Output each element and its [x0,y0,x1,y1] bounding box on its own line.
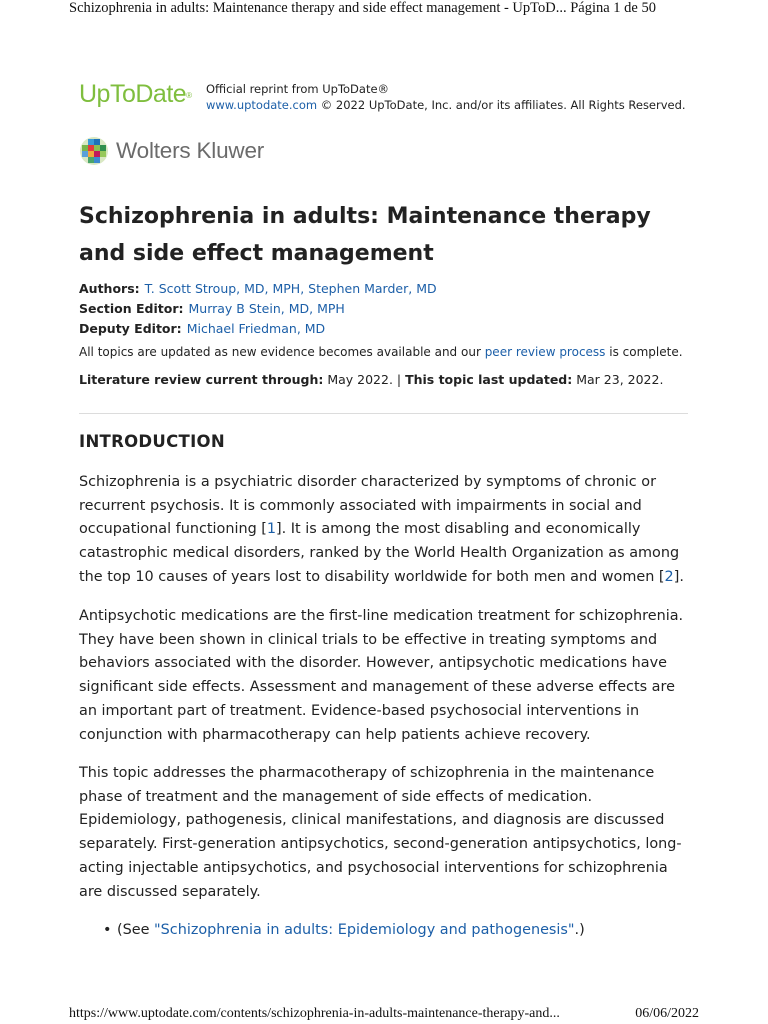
uptodate-site-link[interactable]: www.uptodate.com [206,98,318,112]
intro-paragraph-3: This topic addresses the pharmacotherapy of schizophrenia in the maintenance phase of treatment and the management of side effects of medication. Epidemiology, pathogenesis, clinical manifestations, and diagnosis are discussed separately. First-generation antipsychotics, second-generation antipsychotics, long-acting injectable antipsychotics, and psychosocial interventions for schizophrenia are discussed separately. [79,765,682,900]
section-editor-row [79,299,437,319]
epidemiology-topic-link[interactable]: "Schizophrenia in adults: Epidemiology and pathogenesis" [154,922,575,938]
article-title: Schizophrenia in adults: Maintenance therapy and side effect management [79,204,651,266]
update-notice: All topics are updated as new evidence becomes available and our peer review process is complete. [79,345,683,359]
deputy-editor-label: Deputy Editor: [79,321,182,336]
footer-url: https://www.uptodate.com/contents/schizophrenia-in-adults-maintenance-therapy-and... [69,1006,560,1021]
divider [79,413,688,414]
lit-review-label: Literature review current through: [79,372,324,387]
see-also-list [103,918,585,942]
reference-link-1[interactable]: 1 [266,521,277,538]
authors-row [79,279,437,299]
reference-link-2[interactable]: 2 [664,568,674,585]
introduction-heading: INTRODUCTION [79,432,225,451]
uptodate-logo: UpToDate® [79,80,192,108]
reprint-line: Official reprint from UpToDate® [206,82,390,96]
print-footer [69,1006,699,1022]
publisher-name: Wolters Kluwer [116,138,265,163]
peer-review-link[interactable]: peer review process [484,345,606,359]
list-item: • (See "Schizophrenia in adults: Epidemiology and pathogenesis".) [103,918,585,942]
section-editor-link[interactable]: Murray B Stein, MD, MPH [188,301,345,316]
wolters-kluwer-mark-icon [79,136,113,166]
last-updated-label: This topic last updated: [405,372,573,387]
reprint-notice [206,81,686,113]
literature-review-line: Literature review current through: May 2022. | This topic last updated: Mar 23, 2022. [79,372,664,387]
article-credits [79,279,437,339]
uptodate-brand [79,80,686,113]
copyright-line: www.uptodate.com © 2022 UpToDate, Inc. and/or its affiliates. All Rights Reserved. [206,98,686,112]
print-header: Schizophrenia in adults: Maintenance therapy and side effect management - UpToD... Página 1 de 50 [69,0,656,16]
intro-paragraph-2: Antipsychotic medications are the first-line medication treatment for schizophrenia. They have been shown in clinical trials to be effective in treating symptoms and behaviors associated with the disorder. However, antipsychotic medications have significant side effects. Assessment and management of these adverse effects are an important part of treatment. Evidence-based psychosocial interventions in conjunction with pharmacotherapy can help patients achieve recovery. [79,608,684,743]
wolters-kluwer-logo [79,136,264,166]
section-editor-label: Section Editor: [79,301,184,316]
intro-paragraph-1: Schizophrenia is a psychiatric disorder characterized by symptoms of chronic or recurrent psychosis. It is commonly associated with impairments in social and occupational functioning [1]. It is among the most disabling and economically catastrophic medical disorders, ranked by the World Health Organization as among the top 10 causes of years lost to disability worldwide for both men and women [2]. [79,474,684,585]
deputy-editor-link[interactable]: Michael Friedman, MD [186,321,326,336]
deputy-editor-row [79,319,437,339]
authors-link[interactable]: T. Scott Stroup, MD, MPH, Stephen Marder, MD [144,281,437,296]
footer-date: 06/06/2022 [635,1006,699,1021]
authors-label: Authors: [79,281,140,296]
